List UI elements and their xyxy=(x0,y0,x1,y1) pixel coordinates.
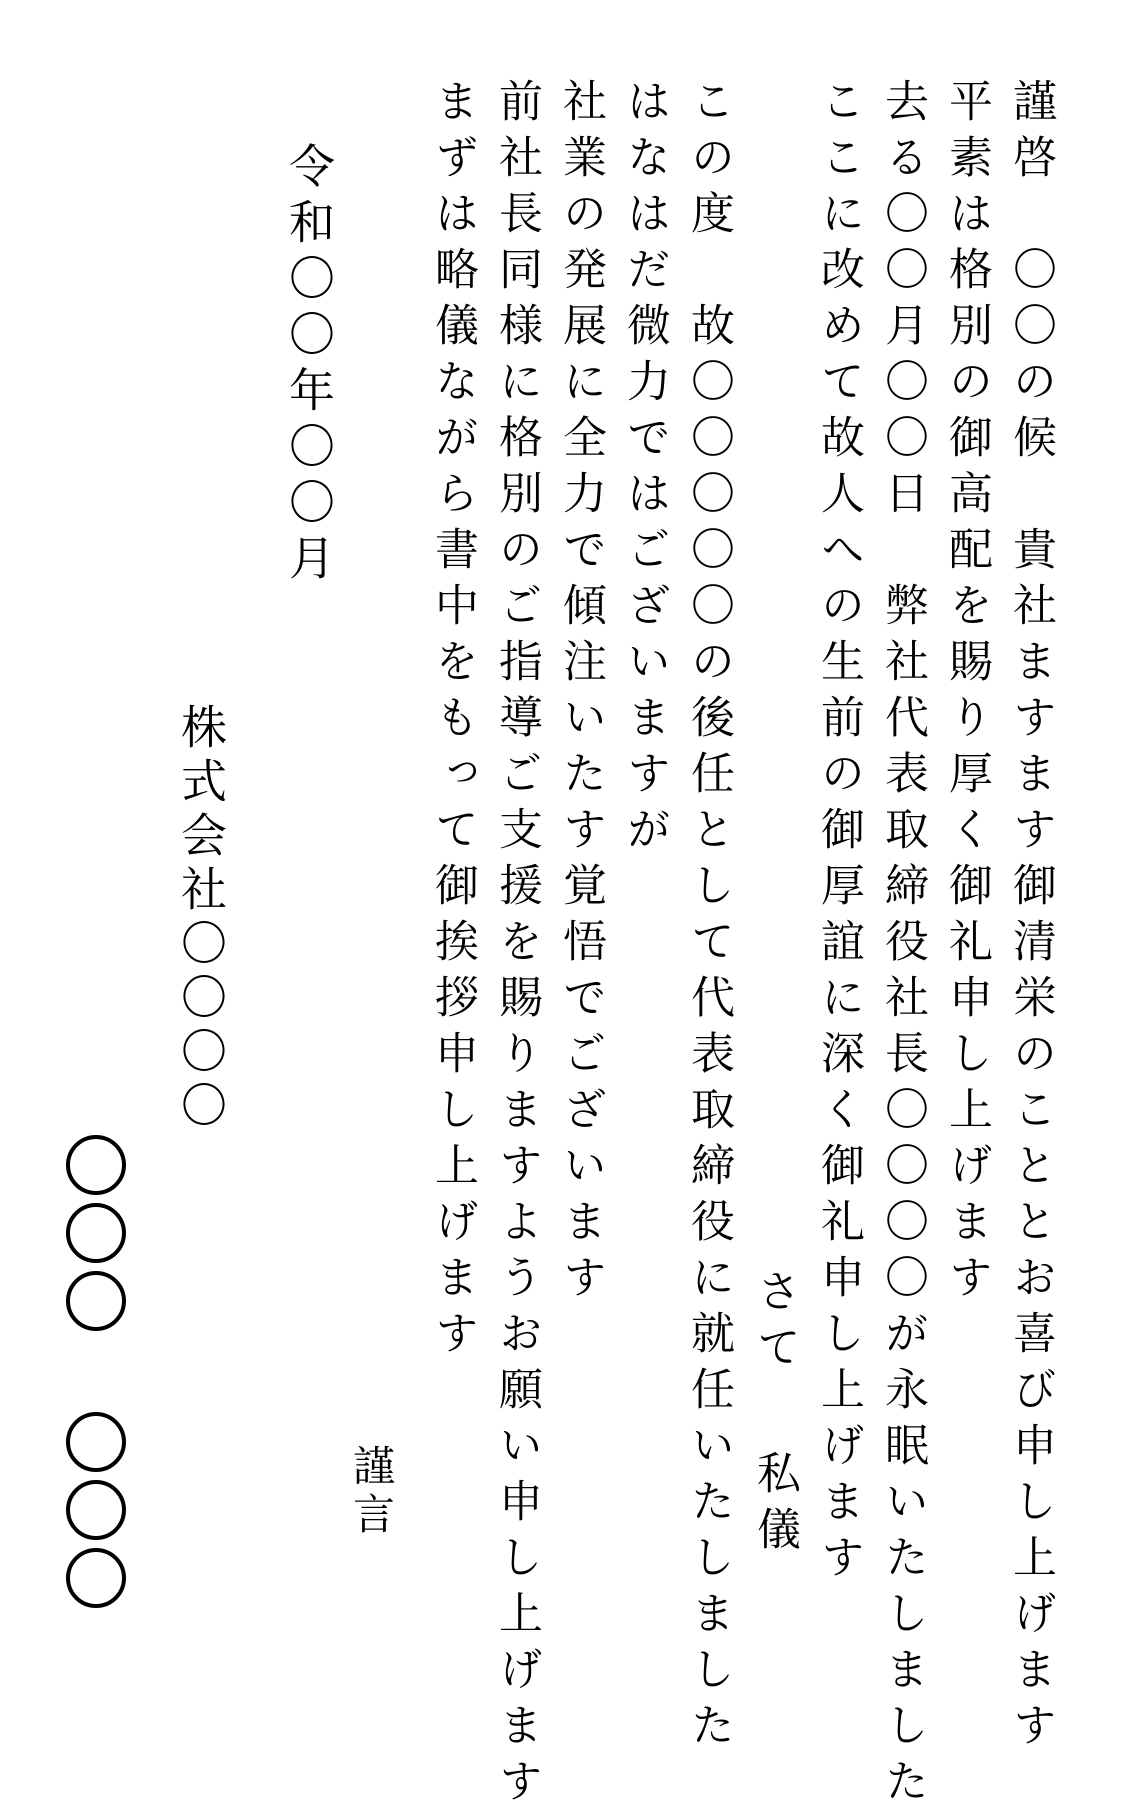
placeholder-circle xyxy=(66,1480,126,1540)
letter-line-3: 去る〇〇月〇〇日 弊社代表取締役社長〇〇〇〇が永眠いたしました xyxy=(877,78,928,1814)
representative-given-name xyxy=(66,1412,126,1616)
placeholder-circle xyxy=(66,1135,126,1195)
placeholder-circle xyxy=(66,1271,126,1331)
company-name: 株式会社〇〇〇〇 xyxy=(174,703,228,1135)
closing-kingen: 謹言 xyxy=(347,1444,396,1540)
letter-line-1: 謹啓 〇〇の候 貴社ますます御清栄のこととお喜び申し上げます xyxy=(1005,78,1056,1758)
letter-line-4: ここに改めて故人への生前の御厚誼に深く御礼申し上げます xyxy=(813,78,864,1590)
letter-line-8: はなはだ微力ではございますが xyxy=(619,78,670,862)
letter-line-10: 前社長同様に格別のご指導ご支援を賜りますようお願い申し上げます xyxy=(491,78,542,1814)
placeholder-circle xyxy=(66,1203,126,1263)
representative-family-name xyxy=(66,1135,126,1339)
letter-line-7: この度 故〇〇〇〇〇の後任として代表取締役に就任いたしました xyxy=(683,78,734,1758)
letter-line-2: 平素は格別の御高配を賜り厚く御礼申し上げます xyxy=(941,78,992,1310)
letter-date: 令和〇〇年〇〇月 xyxy=(282,142,336,590)
letter-line-6: 私儀 xyxy=(749,1450,800,1562)
letter-line-9: 社業の発展に全力で傾注いたす覚悟でございます xyxy=(555,78,606,1310)
placeholder-circle xyxy=(66,1412,126,1472)
placeholder-circle xyxy=(66,1548,126,1608)
letter-line-5: さて xyxy=(749,1268,800,1380)
letter-line-11: まずは略儀ながら書中をもって御挨拶申し上げます xyxy=(427,78,478,1366)
